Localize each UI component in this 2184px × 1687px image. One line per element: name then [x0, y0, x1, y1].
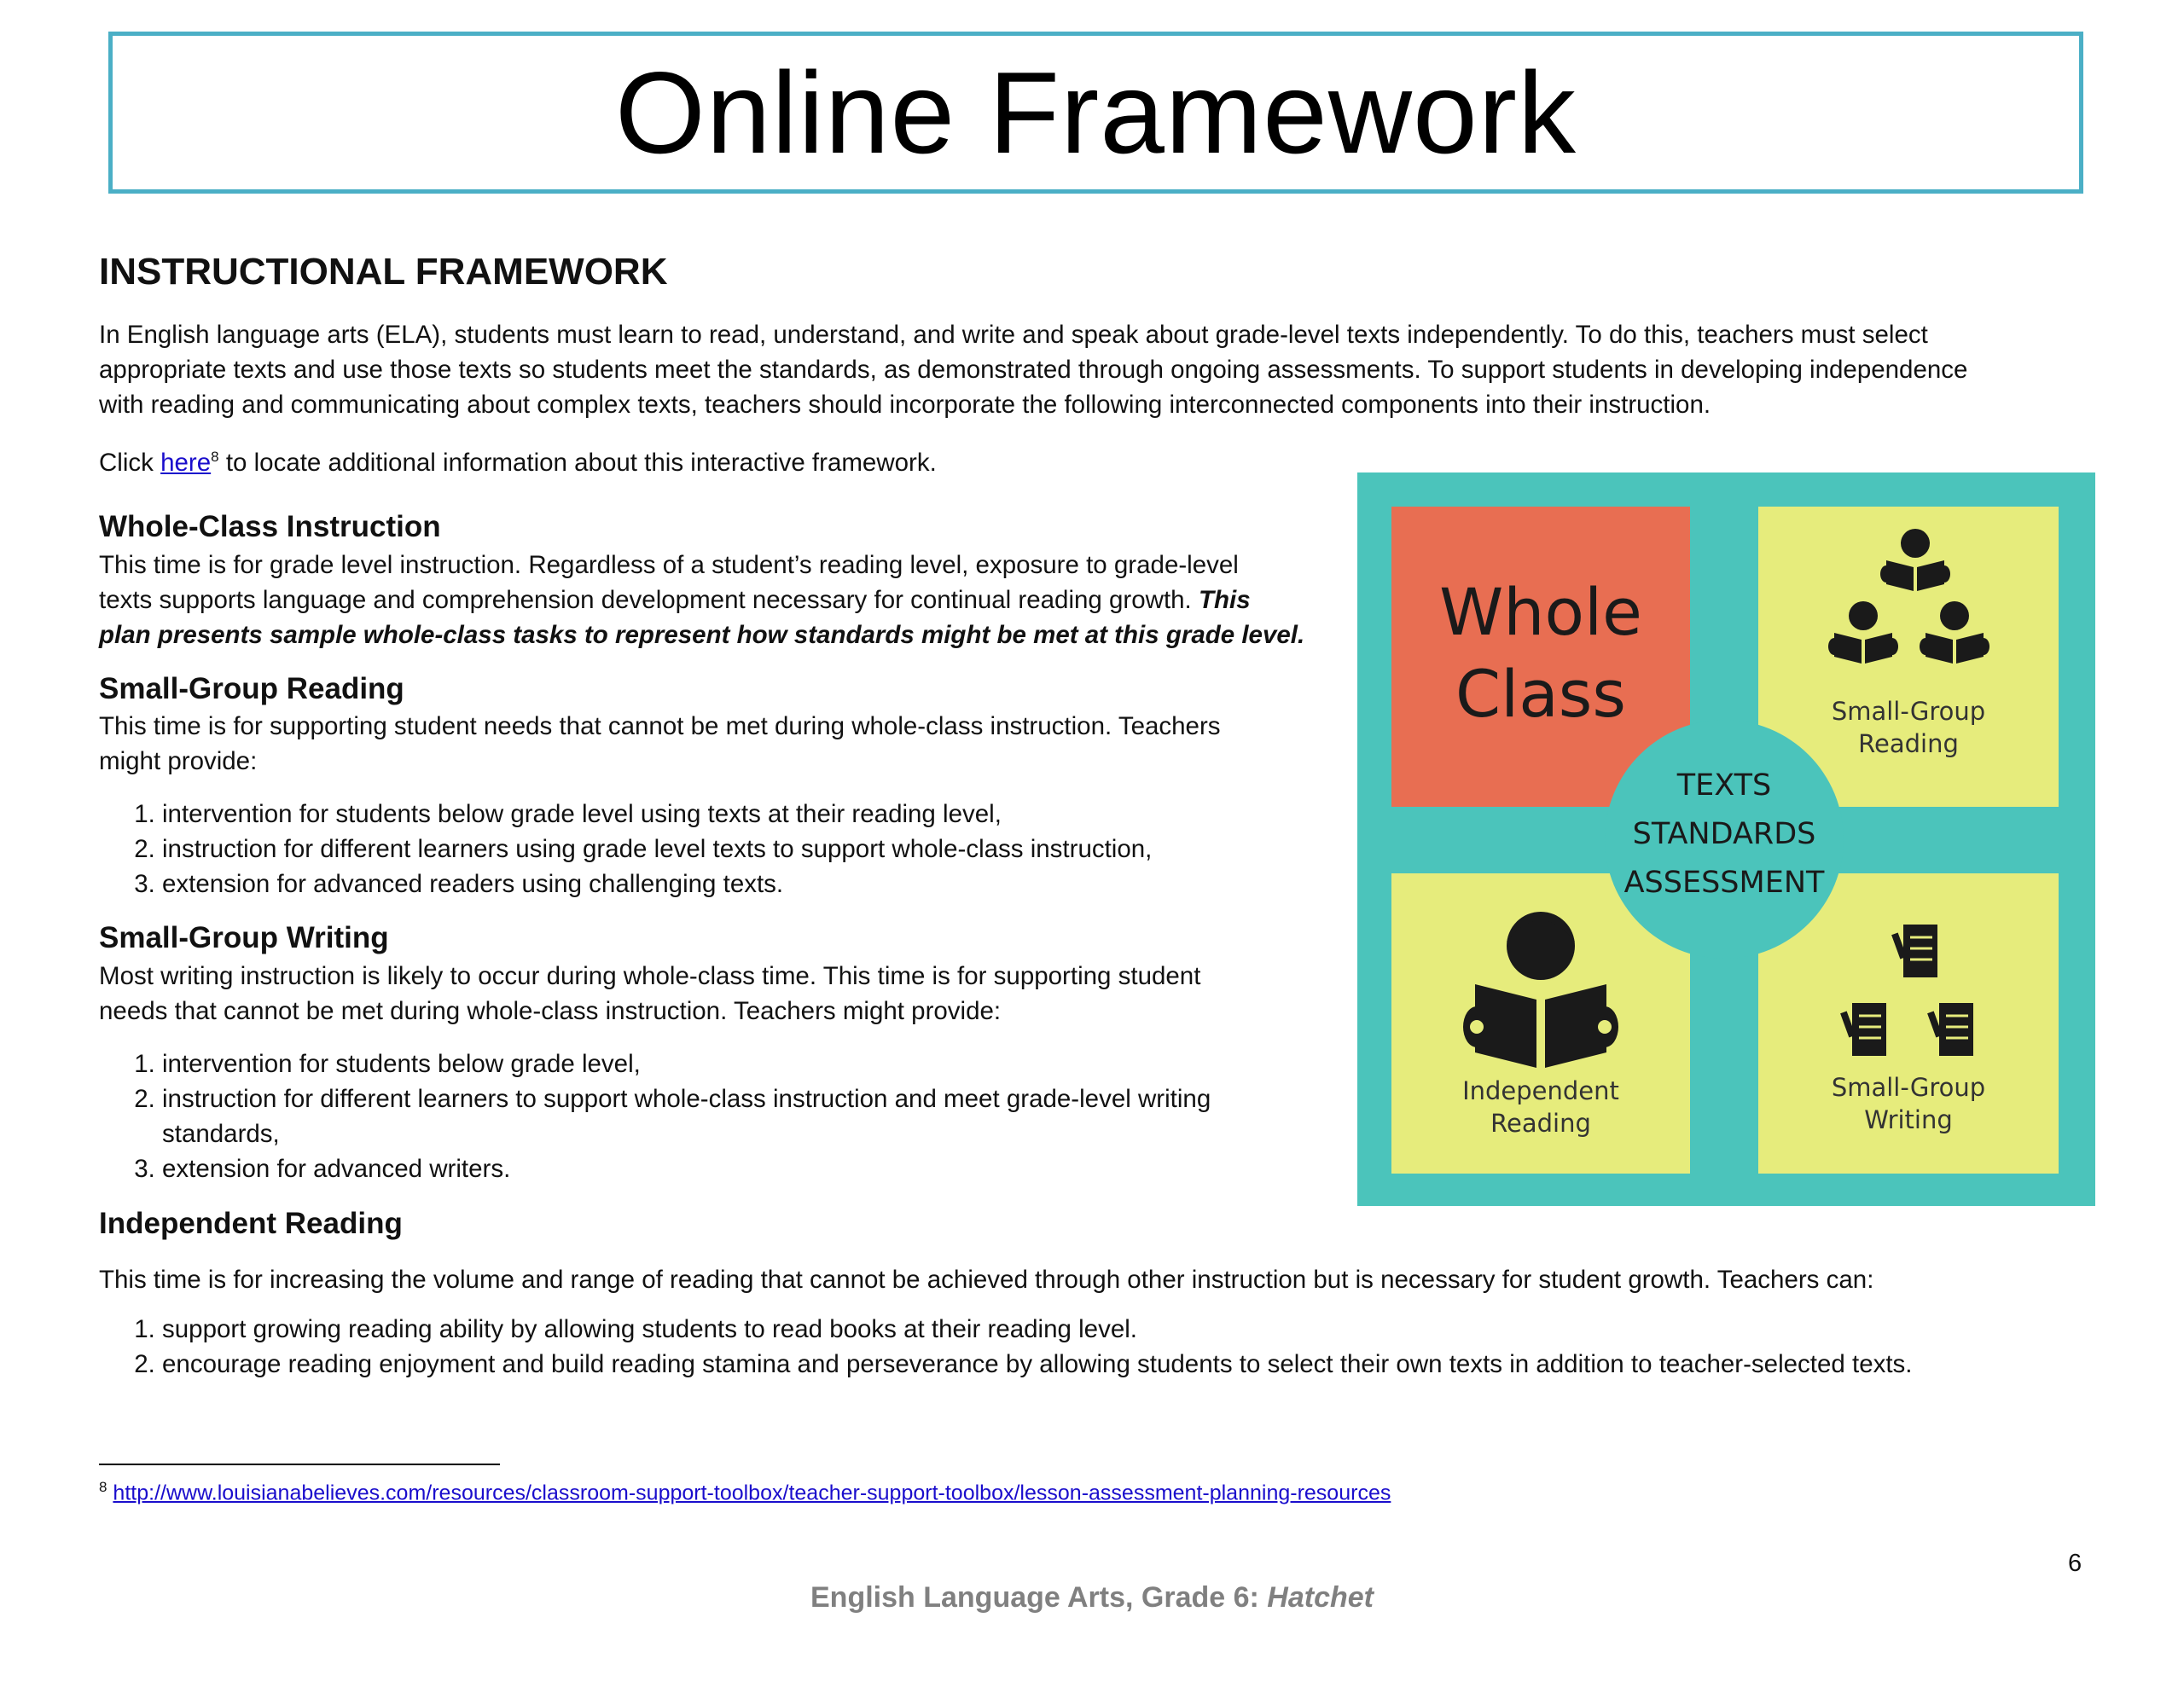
whole-class-label: Class: [1455, 656, 1626, 732]
list-item: 1. support growing reading ability by allowing students to read books at their reading level.: [162, 1312, 2146, 1347]
footer-book: Hatchet: [1267, 1581, 1374, 1614]
list-item: 1. intervention for students below grade level using texts at their reading level,: [162, 797, 1310, 832]
list-item: 3. extension for advanced writers.: [162, 1151, 1310, 1186]
ir-label: Reading: [1490, 1109, 1591, 1138]
footnote-link[interactable]: http://www.louisianabelieves.com/resources/classroom-support-toolbox/teacher-support-toolbox/lesson-assessment-planning-resources: [113, 1481, 1391, 1505]
sgr-line: This time is for supporting student needs that cannot be met during whole-class instruction. Teachers: [99, 712, 1221, 740]
whole-class-line: This time is for grade level instruction. Regardless of a student’s reading level, exposure to grade-level: [99, 551, 1239, 579]
page-number: 6: [2068, 1550, 2082, 1577]
sgw-line: needs that cannot be met during whole-class instruction. Teachers might provide:: [99, 997, 1002, 1025]
sgw-label: Small-Group: [1831, 1073, 1986, 1102]
whole-class-text: texts supports language and comprehension development necessary for continual reading growth.: [99, 586, 1199, 614]
here-link[interactable]: here: [160, 448, 212, 477]
sgr-label: Small-Group: [1831, 697, 1986, 726]
whole-class-paragraph: [99, 548, 1304, 652]
whole-class-line: [99, 617, 1304, 652]
footer-title: [0, 1581, 2184, 1615]
footnote-ref: 8: [211, 449, 219, 465]
list-item: 2. encourage reading enjoyment and build reading stamina and perseverance by allowing students to select their own texts in addition to teacher-selected texts.: [162, 1347, 2146, 1382]
footnote-number: 8: [99, 1479, 107, 1495]
footnote: [99, 1479, 1391, 1505]
intro-line: appropriate texts and use those texts so students meet the standards, as demonstrated through ongoing assessments. To support students in developing independence: [99, 356, 1968, 384]
independent-reading-heading: Independent Reading: [99, 1207, 403, 1240]
whole-class-label: Whole: [1439, 574, 1642, 650]
sgw-line: Most writing instruction is likely to occur during whole-class time. This time is for supporting student: [99, 962, 1201, 990]
whole-class-emphasis: This: [1198, 586, 1251, 614]
center-label-texts: TEXTS: [1676, 768, 1772, 803]
title-box: [108, 32, 2083, 194]
footnote-rule: [99, 1464, 500, 1465]
ir-label: Independent: [1462, 1076, 1619, 1105]
sgr-label: Reading: [1858, 729, 1959, 758]
center-label-assessment: ASSESSMENT: [1623, 866, 1825, 900]
click-suffix: to locate additional information about this interactive framework.: [218, 448, 937, 477]
click-here-line: [99, 439, 937, 480]
independent-reading-list: [99, 1312, 2146, 1382]
click-prefix: Click: [99, 448, 161, 477]
list-item: 3. extension for advanced readers using challenging texts.: [162, 867, 1310, 901]
small-group-writing-heading: Small-Group Writing: [99, 921, 389, 954]
list-item: 2. instruction for different learners using grade level texts to support whole-class instruction,: [162, 832, 1310, 867]
icon-hand-detail: [1470, 1020, 1484, 1034]
whole-class-emphasis: plan presents sample whole-class tasks to represent how standards might be met at this grade level.: [99, 621, 1305, 649]
small-group-reading-list: [99, 797, 1310, 901]
small-group-writing-paragraph: [99, 959, 1200, 1029]
intro-line: In English language arts (ELA), students must learn to read, understand, and write and speak about grade-level texts independently. To do this, teachers must select: [99, 321, 1928, 349]
icon-hand-detail: [1598, 1020, 1612, 1034]
page-title: Online Framework: [615, 48, 1577, 177]
intro-paragraph: [99, 317, 2095, 422]
footer-prefix: English Language Arts, Grade 6:: [810, 1581, 1268, 1614]
independent-reading-paragraph: This time is for increasing the volume and range of reading that cannot be achieved through other instruction but is necessary for student growth. Teachers can:: [99, 1266, 1874, 1294]
sgr-line: might provide:: [99, 747, 258, 775]
framework-diagram: [1357, 472, 2095, 1206]
whole-class-heading: Whole-Class Instruction: [99, 510, 441, 543]
list-item: 2. instruction for different learners to support whole-class instruction and meet grade-level writing standards,: [162, 1081, 1310, 1151]
small-group-writing-list: [99, 1046, 1310, 1186]
center-label-standards: STANDARDS: [1632, 817, 1816, 851]
section-heading: INSTRUCTIONAL FRAMEWORK: [99, 251, 668, 293]
small-group-reading-paragraph: [99, 709, 1221, 779]
sgw-label: Writing: [1864, 1105, 1953, 1134]
list-item: 1. intervention for students below grade level,: [162, 1046, 1310, 1081]
small-group-reading-heading: Small-Group Reading: [99, 672, 404, 705]
whole-class-line: [99, 583, 1304, 617]
intro-line: with reading and communicating about complex texts, teachers should incorporate the following interconnected components into their instruction.: [99, 391, 1711, 419]
